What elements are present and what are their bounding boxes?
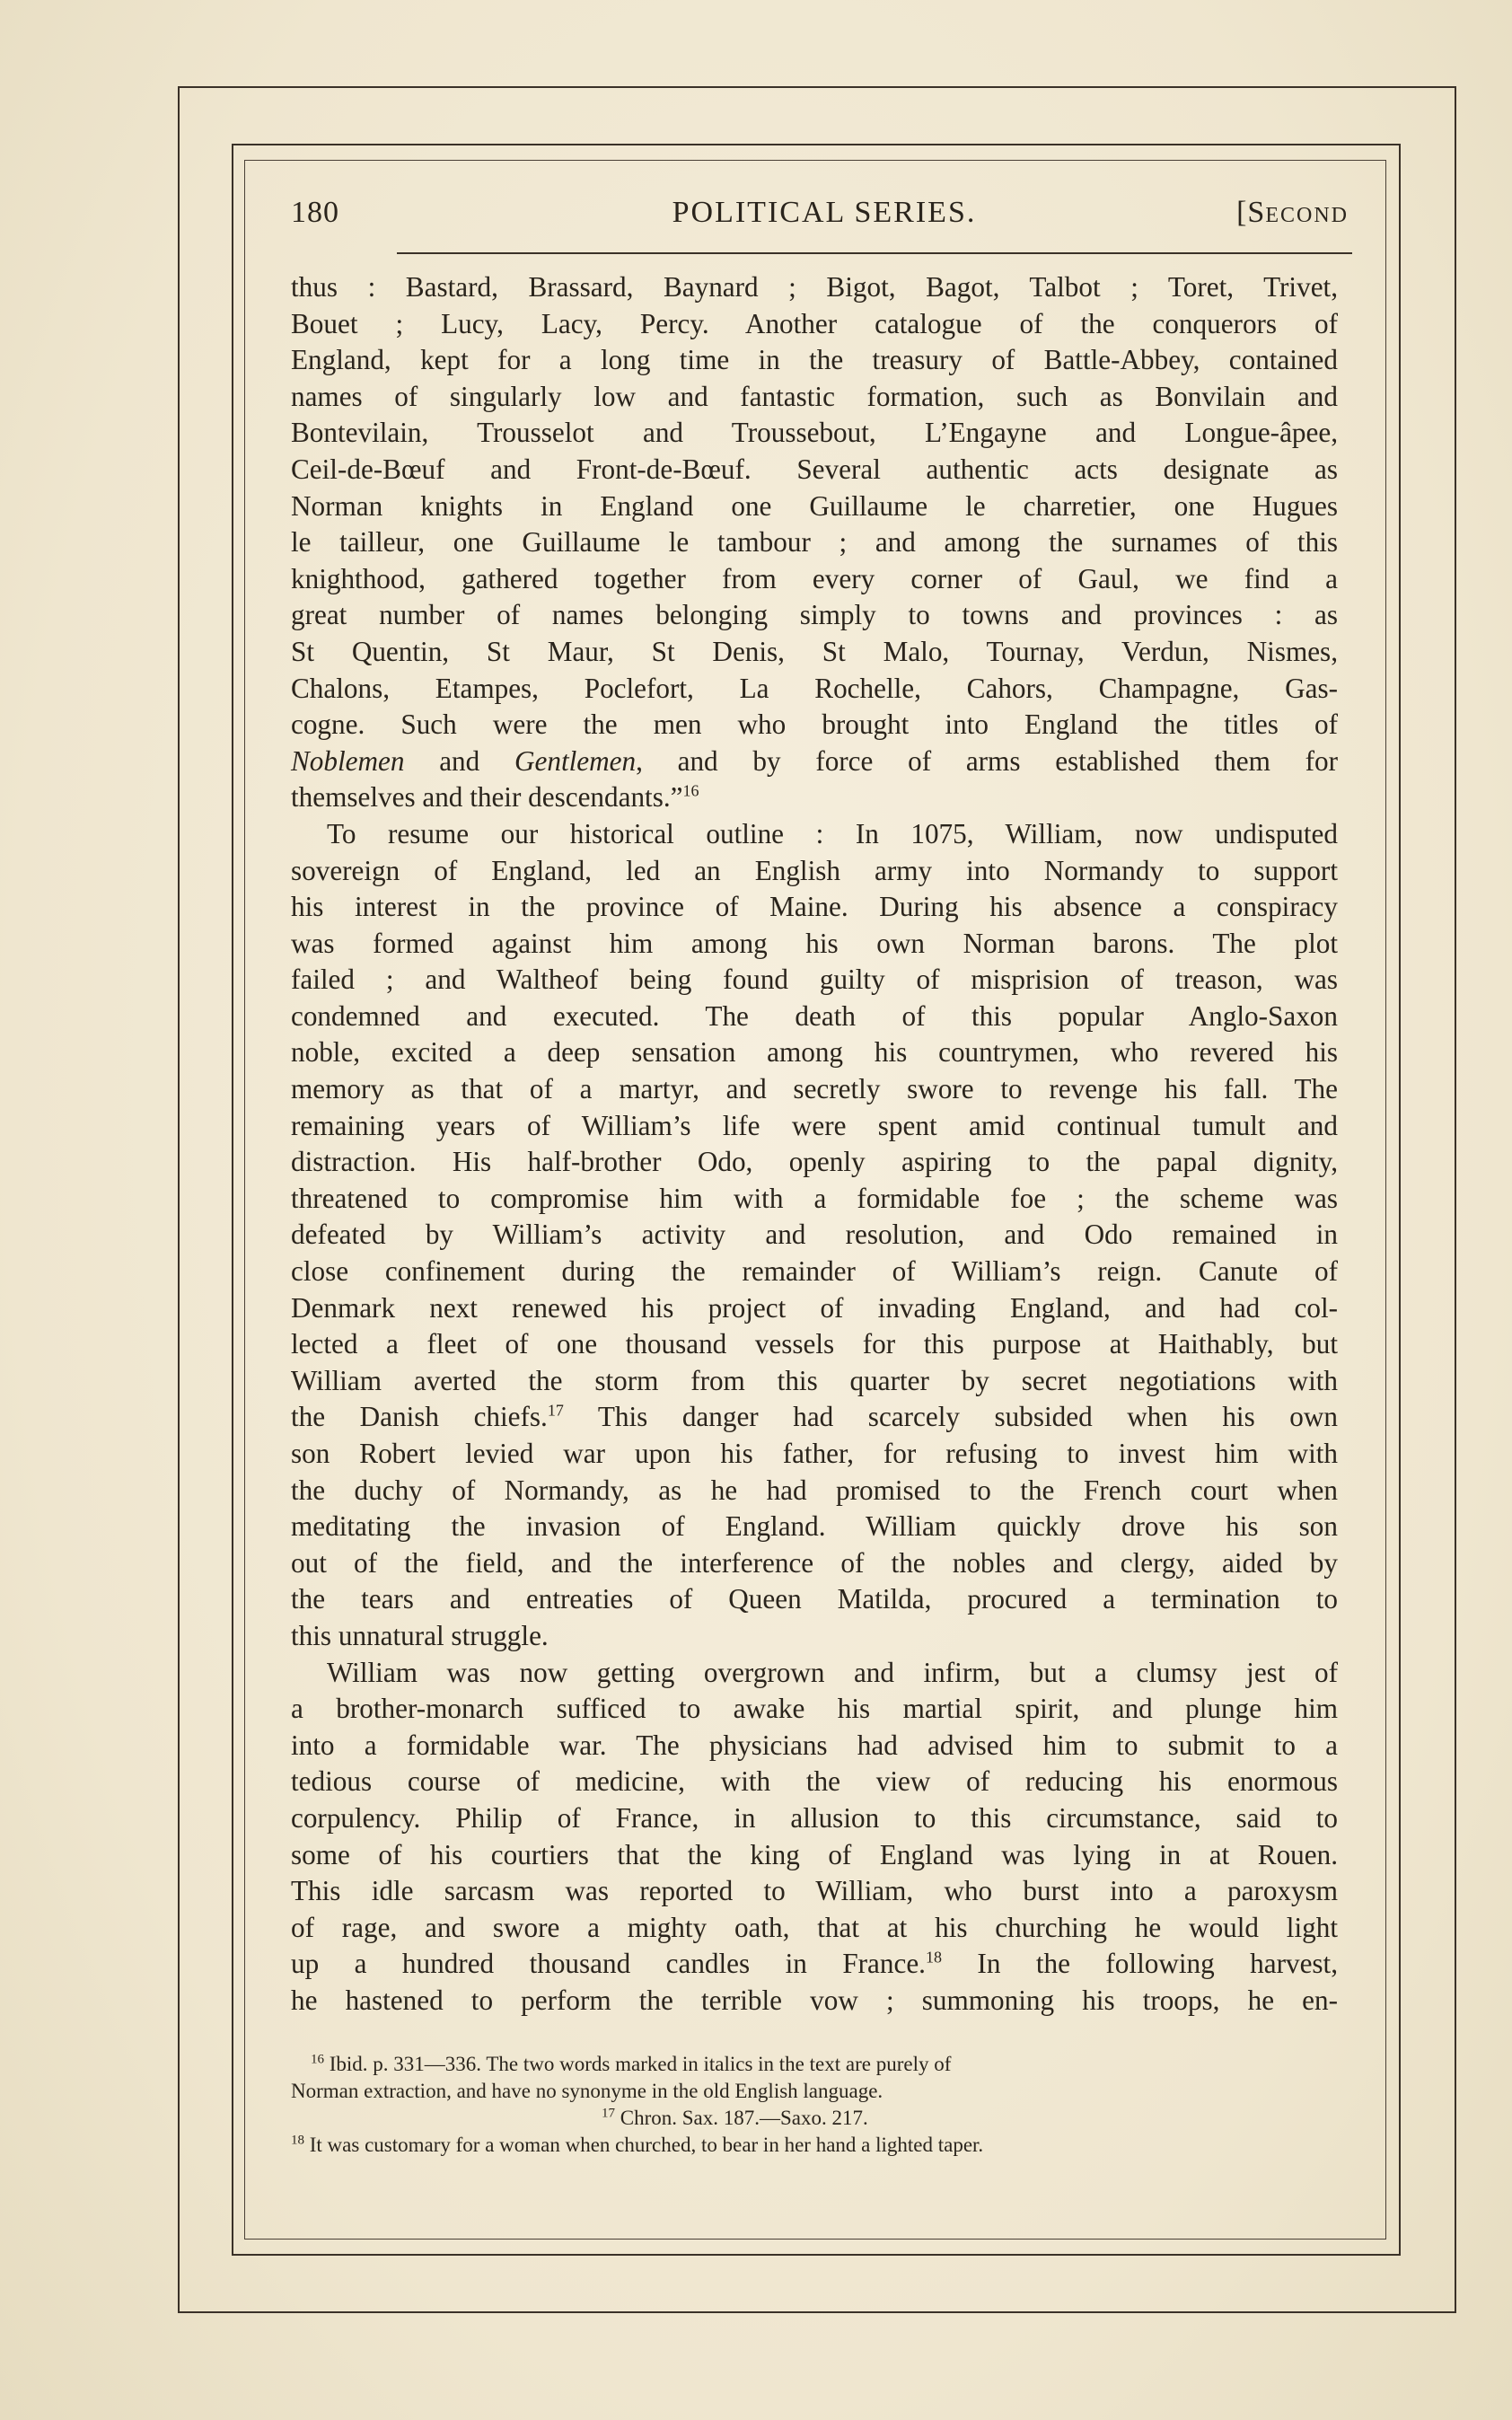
text-line: corpulency. Philip of France, in allusion to this circumstance, said to [291, 1801, 1338, 1834]
text-line: le tailleur, one Guillaume le tambour ; and among the surnames of this [291, 526, 1338, 559]
text-line: into a formidable war. The physicians had advised him to submit to a [291, 1729, 1338, 1761]
text-line: St Quentin, St Maur, St Denis, St Malo, Tournay, Verdun, Nismes, [291, 635, 1338, 667]
text-line: defeated by William’s activity and resolution, and Odo remained in [291, 1219, 1338, 1251]
text-line: thus : Bastard, Brassard, Baynard ; Bigot, Bagot, Talbot ; Toret, Trivet, [291, 271, 1338, 303]
text-line: was formed against him among his own Norman barons. The plot [291, 927, 1338, 959]
body-text [291, 269, 1338, 2020]
footnotes [291, 2051, 1338, 2159]
header-rule [397, 252, 1352, 254]
paragraph-3 [291, 1655, 1338, 2020]
text-line: England, kept for a long time in the treasury of Battle-Abbey, contained [291, 344, 1338, 376]
text-line: failed ; and Waltheof being found guilty of misprision of treason, was [291, 964, 1338, 996]
running-header [291, 196, 1358, 241]
text-line: tedious course of medicine, with the view of reducing his enormous [291, 1765, 1338, 1798]
text-line: the tears and entreaties of Queen Matilda, procured a termination to [291, 1583, 1338, 1615]
text-line: his interest in the province of Maine. During his absence a conspiracy [291, 891, 1338, 923]
running-title: POLITICAL SERIES. [672, 196, 977, 229]
text-line: meditating the invasion of England. William quickly drove his son [291, 1510, 1338, 1543]
text-line: condemned and executed. The death of this popular Anglo-Saxon [291, 999, 1338, 1032]
text-line: some of his courtiers that the king of England was lying in at Rouen. [291, 1838, 1338, 1870]
footnote-16-continued: Norman extraction, and have no synonyme in the old English language. [291, 2080, 883, 2102]
text-line: cogne. Such were the men who brought into England the titles of [291, 708, 1338, 741]
italic-noblemen: Noblemen [291, 744, 405, 777]
text-line: Denmark next renewed his project of invading England, and had col- [291, 1291, 1338, 1324]
page-number: 180 [291, 196, 339, 229]
text-line: this unnatural struggle. [291, 1619, 549, 1651]
text-line: names of singularly low and fantastic formation, such as Bonvilain and [291, 380, 1338, 412]
text-line: son Robert levied war upon his father, for refusing to invest him with [291, 1438, 1338, 1469]
text-line: close confinement during the remainder of William’s reign. Canute of [291, 1255, 1338, 1288]
text-line: great number of names belonging simply to towns and provinces : as [291, 599, 1338, 631]
footnote-ref-16: 16 [682, 781, 699, 800]
text-line: of rage, and swore a mighty oath, that at his churching he would light [291, 1911, 1338, 1943]
text-line: out of the field, and the interference of the nobles and clergy, aided by [291, 1546, 1338, 1579]
paragraph-2 [291, 816, 1338, 1655]
text-line: memory as that of a martyr, and secretly swore to revenge his fall. The [291, 1073, 1338, 1105]
text-line: distraction. His half-brother Odo, openly aspiring to the papal dignity, [291, 1146, 1338, 1178]
footnote-17: $^{17}$ Chron. Sax. 187.—Saxo. 217. [602, 2106, 868, 2129]
text-line: he hastened to perform the terrible vow ; summoning his troops, he en- [291, 1984, 1338, 2016]
text-line: knighthood, gathered together from every corner of Gaul, we find a [291, 562, 1338, 594]
text-line: Norman knights in England one Guillaume le charretier, one Hugues [291, 489, 1338, 522]
paragraph-1 [291, 269, 1338, 816]
text-line: lected a fleet of one thousand vessels for this purpose at Haithably, but [291, 1328, 1338, 1360]
footnote-18: $^{18}$ It was customary for a woman when churched, to bear in her hand a lighted taper. [291, 2133, 984, 2156]
text-line: William was now getting overgrown and infirm, but a clumsy jest of [327, 1656, 1338, 1688]
footnote-16: $^{16}$ Ibid. p. 331—336. The two words marked in italics in the text are purely of [311, 2052, 952, 2075]
text-line: the duchy of Normandy, as he had promised to the French court when [291, 1474, 1338, 1506]
text-line: Bontevilain, Trousselot and Troussebout, L’Engayne and Longue-âpee, [291, 417, 1338, 449]
text-line: a brother-monarch sufficed to awake his martial spirit, and plunge him [291, 1693, 1338, 1725]
text-line: up a hundred thousand candles in France.$^{18}$ In the following harvest, [291, 1948, 1339, 1980]
footnote-ref-18: 18 [925, 1948, 942, 1967]
text-line: Bouet ; Lucy, Lacy, Percy. Another catalogue of the conquerors of [291, 307, 1338, 339]
text-line: noble, excited a deep sensation among his countrymen, who revered his [291, 1036, 1338, 1069]
text-line: Ceil-de-Bœuf and Front-de-Bœuf. Several authentic acts designate as [291, 453, 1338, 485]
text-line: themselves and their descendants.”$^{16}$ [291, 781, 699, 814]
footnote-ref-17: 17 [547, 1402, 564, 1421]
text-line: remaining years of William’s life were spent amid continual tumult and [291, 1109, 1338, 1141]
text-line: Noblemen and Gentlemen, and by force of arms established them for [291, 744, 1338, 777]
text-line: This idle sarcasm was reported to William, who burst into a paroxysm [291, 1875, 1338, 1907]
text-line: sovereign of England, led an English army into Normandy to support [291, 854, 1338, 886]
section-label: [SECOND [1236, 196, 1349, 229]
text-line: threatened to compromise him with a formidable foe ; the scheme was [291, 1182, 1338, 1214]
text-line: Chalons, Etampes, Poclefort, La Rochelle, Cahors, Champagne, Gas- [291, 672, 1338, 704]
text-line: the Danish chiefs.$^{17}$ This danger had scarcely subsided when his own [291, 1401, 1338, 1433]
text-line: William averted the storm from this quarter by secret negotiations with [291, 1364, 1338, 1396]
text-line: To resume our historical outline : In 1075, William, now undisputed [327, 817, 1338, 849]
italic-gentlemen: Gentlemen [514, 744, 637, 777]
